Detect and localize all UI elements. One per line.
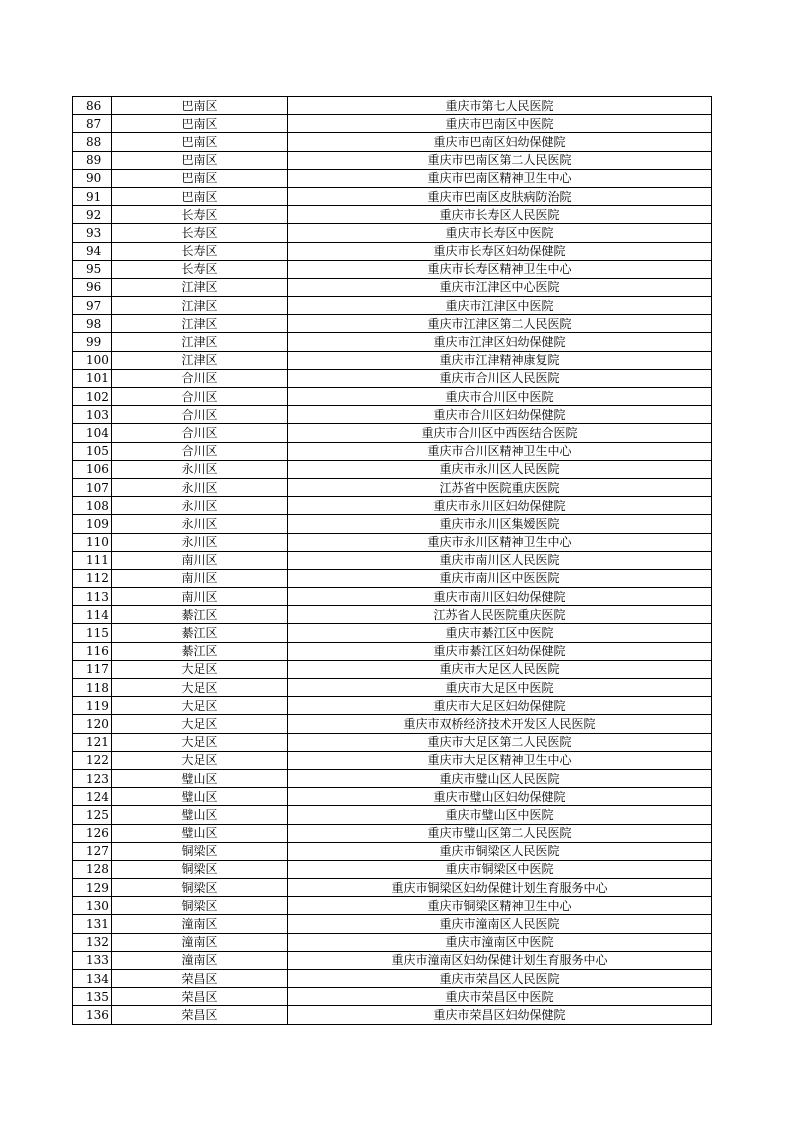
row-number-cell: 92: [73, 206, 112, 224]
table-row: [73, 369, 712, 387]
row-number-cell: 109: [73, 515, 112, 533]
table-row: [73, 133, 712, 151]
row-number-cell: 119: [73, 697, 112, 715]
district-cell: 长寿区: [112, 224, 288, 242]
table-row: [73, 388, 712, 406]
district-cell: 璧山区: [112, 788, 288, 806]
row-number-cell: 117: [73, 660, 112, 678]
district-cell: 潼南区: [112, 951, 288, 969]
hospital-name-cell: 重庆市铜梁区妇幼保健计划生育服务中心: [288, 879, 712, 897]
hospital-name-cell: 重庆市合川区人民医院: [288, 369, 712, 387]
table-row: [73, 460, 712, 478]
table-row: [73, 224, 712, 242]
row-number-cell: 114: [73, 606, 112, 624]
row-number-cell: 102: [73, 388, 112, 406]
row-number-cell: 91: [73, 187, 112, 205]
table-row: [73, 151, 712, 169]
table-row: [73, 187, 712, 205]
district-cell: 巴南区: [112, 151, 288, 169]
district-cell: 綦江区: [112, 606, 288, 624]
table-row: [73, 824, 712, 842]
row-number-cell: 93: [73, 224, 112, 242]
district-cell: 永川区: [112, 478, 288, 496]
hospital-name-cell: 重庆市荣昌区中医院: [288, 988, 712, 1006]
district-cell: 大足区: [112, 733, 288, 751]
hospital-name-cell: 江苏省人民医院重庆医院: [288, 606, 712, 624]
row-number-cell: 98: [73, 315, 112, 333]
hospital-name-cell: 重庆市潼南区人民医院: [288, 915, 712, 933]
hospital-name-cell: 重庆市荣昌区妇幼保健院: [288, 1006, 712, 1024]
table-row: [73, 769, 712, 787]
row-number-cell: 113: [73, 588, 112, 606]
district-cell: 綦江区: [112, 642, 288, 660]
row-number-cell: 136: [73, 1006, 112, 1024]
hospital-name-cell: 重庆市合川区精神卫生中心: [288, 442, 712, 460]
table-row: [73, 97, 712, 115]
table-row: [73, 260, 712, 278]
table-row: [73, 606, 712, 624]
table-row: [73, 933, 712, 951]
hospital-name-cell: 重庆市南川区妇幼保健院: [288, 588, 712, 606]
table-row: [73, 733, 712, 751]
district-cell: 江津区: [112, 315, 288, 333]
hospital-table-body: [73, 97, 712, 1025]
hospital-name-cell: 重庆市长寿区精神卫生中心: [288, 260, 712, 278]
table-row: [73, 788, 712, 806]
hospital-name-cell: 重庆市璧山区妇幼保健院: [288, 788, 712, 806]
hospital-name-cell: 重庆市大足区中医院: [288, 679, 712, 697]
hospital-list-table: [72, 96, 712, 1025]
row-number-cell: 95: [73, 260, 112, 278]
hospital-name-cell: 重庆市巴南区中医院: [288, 115, 712, 133]
district-cell: 大足区: [112, 751, 288, 769]
row-number-cell: 124: [73, 788, 112, 806]
hospital-name-cell: 重庆市江津区妇幼保健院: [288, 333, 712, 351]
district-cell: 荣昌区: [112, 970, 288, 988]
district-cell: 铜梁区: [112, 860, 288, 878]
table-row: [73, 515, 712, 533]
hospital-name-cell: 重庆市巴南区妇幼保健院: [288, 133, 712, 151]
district-cell: 荣昌区: [112, 1006, 288, 1024]
district-cell: 合川区: [112, 388, 288, 406]
table-row: [73, 879, 712, 897]
hospital-name-cell: 重庆市璧山区中医院: [288, 806, 712, 824]
row-number-cell: 128: [73, 860, 112, 878]
district-cell: 巴南区: [112, 169, 288, 187]
row-number-cell: 115: [73, 624, 112, 642]
table-row: [73, 497, 712, 515]
row-number-cell: 129: [73, 879, 112, 897]
hospital-name-cell: 重庆市江津精神康复院: [288, 351, 712, 369]
hospital-name-cell: 重庆市永川区集嫒医院: [288, 515, 712, 533]
table-row: [73, 624, 712, 642]
hospital-name-cell: 重庆市巴南区皮肤病防治院: [288, 187, 712, 205]
row-number-cell: 130: [73, 897, 112, 915]
row-number-cell: 112: [73, 569, 112, 587]
hospital-name-cell: 重庆市綦江区中医院: [288, 624, 712, 642]
row-number-cell: 89: [73, 151, 112, 169]
hospital-name-cell: 重庆市江津区中医院: [288, 297, 712, 315]
table-row: [73, 333, 712, 351]
hospital-name-cell: 江苏省中医院重庆医院: [288, 478, 712, 496]
district-cell: 铜梁区: [112, 879, 288, 897]
row-number-cell: 101: [73, 369, 112, 387]
district-cell: 合川区: [112, 369, 288, 387]
hospital-name-cell: 重庆市璧山区人民医院: [288, 769, 712, 787]
hospital-name-cell: 重庆市永川区妇幼保健院: [288, 497, 712, 515]
hospital-name-cell: 重庆市潼南区中医院: [288, 933, 712, 951]
table-row: [73, 751, 712, 769]
row-number-cell: 87: [73, 115, 112, 133]
table-row: [73, 278, 712, 296]
hospital-name-cell: 重庆市长寿区中医院: [288, 224, 712, 242]
table-row: [73, 206, 712, 224]
row-number-cell: 103: [73, 406, 112, 424]
hospital-name-cell: 重庆市铜梁区中医院: [288, 860, 712, 878]
hospital-name-cell: 重庆市大足区精神卫生中心: [288, 751, 712, 769]
hospital-name-cell: 重庆市璧山区第二人民医院: [288, 824, 712, 842]
district-cell: 潼南区: [112, 933, 288, 951]
district-cell: 永川区: [112, 515, 288, 533]
table-row: [73, 915, 712, 933]
row-number-cell: 86: [73, 97, 112, 115]
district-cell: 荣昌区: [112, 988, 288, 1006]
row-number-cell: 118: [73, 679, 112, 697]
table-row: [73, 988, 712, 1006]
row-number-cell: 120: [73, 715, 112, 733]
hospital-name-cell: 重庆市长寿区妇幼保健院: [288, 242, 712, 260]
district-cell: 合川区: [112, 406, 288, 424]
row-number-cell: 132: [73, 933, 112, 951]
district-cell: 巴南区: [112, 187, 288, 205]
hospital-name-cell: 重庆市巴南区第二人民医院: [288, 151, 712, 169]
row-number-cell: 126: [73, 824, 112, 842]
district-cell: 长寿区: [112, 242, 288, 260]
table-row: [73, 242, 712, 260]
district-cell: 大足区: [112, 715, 288, 733]
district-cell: 巴南区: [112, 97, 288, 115]
row-number-cell: 96: [73, 278, 112, 296]
hospital-name-cell: 重庆市永川区精神卫生中心: [288, 533, 712, 551]
district-cell: 南川区: [112, 551, 288, 569]
district-cell: 永川区: [112, 460, 288, 478]
table-row: [73, 970, 712, 988]
table-row: [73, 424, 712, 442]
table-row: [73, 551, 712, 569]
table-row: [73, 842, 712, 860]
table-row: [73, 115, 712, 133]
district-cell: 璧山区: [112, 824, 288, 842]
row-number-cell: 108: [73, 497, 112, 515]
table-row: [73, 951, 712, 969]
row-number-cell: 125: [73, 806, 112, 824]
table-row: [73, 806, 712, 824]
hospital-name-cell: 重庆市南川区人民医院: [288, 551, 712, 569]
district-cell: 璧山区: [112, 769, 288, 787]
row-number-cell: 123: [73, 769, 112, 787]
district-cell: 江津区: [112, 333, 288, 351]
table-row: [73, 442, 712, 460]
table-row: [73, 660, 712, 678]
row-number-cell: 97: [73, 297, 112, 315]
district-cell: 巴南区: [112, 115, 288, 133]
hospital-name-cell: 重庆市巴南区精神卫生中心: [288, 169, 712, 187]
table-row: [73, 406, 712, 424]
hospital-name-cell: 重庆市合川区中医院: [288, 388, 712, 406]
district-cell: 大足区: [112, 660, 288, 678]
row-number-cell: 94: [73, 242, 112, 260]
district-cell: 南川区: [112, 588, 288, 606]
district-cell: 永川区: [112, 497, 288, 515]
table-row: [73, 697, 712, 715]
district-cell: 南川区: [112, 569, 288, 587]
row-number-cell: 121: [73, 733, 112, 751]
district-cell: 潼南区: [112, 915, 288, 933]
row-number-cell: 106: [73, 460, 112, 478]
hospital-name-cell: 重庆市第七人民医院: [288, 97, 712, 115]
hospital-name-cell: 重庆市南川区中医医院: [288, 569, 712, 587]
district-cell: 铜梁区: [112, 897, 288, 915]
row-number-cell: 122: [73, 751, 112, 769]
table-row: [73, 533, 712, 551]
hospital-name-cell: 重庆市合川区妇幼保健院: [288, 406, 712, 424]
hospital-name-cell: 重庆市潼南区妇幼保健计划生育服务中心: [288, 951, 712, 969]
district-cell: 巴南区: [112, 133, 288, 151]
table-row: [73, 642, 712, 660]
table-row: [73, 169, 712, 187]
hospital-name-cell: 重庆市綦江区妇幼保健院: [288, 642, 712, 660]
district-cell: 江津区: [112, 278, 288, 296]
district-cell: 江津区: [112, 297, 288, 315]
row-number-cell: 131: [73, 915, 112, 933]
row-number-cell: 88: [73, 133, 112, 151]
hospital-name-cell: 重庆市长寿区人民医院: [288, 206, 712, 224]
hospital-name-cell: 重庆市江津区第二人民医院: [288, 315, 712, 333]
table-row: [73, 297, 712, 315]
row-number-cell: 116: [73, 642, 112, 660]
row-number-cell: 90: [73, 169, 112, 187]
district-cell: 长寿区: [112, 206, 288, 224]
row-number-cell: 99: [73, 333, 112, 351]
row-number-cell: 135: [73, 988, 112, 1006]
district-cell: 铜梁区: [112, 842, 288, 860]
district-cell: 大足区: [112, 697, 288, 715]
district-cell: 长寿区: [112, 260, 288, 278]
district-cell: 綦江区: [112, 624, 288, 642]
row-number-cell: 110: [73, 533, 112, 551]
district-cell: 合川区: [112, 442, 288, 460]
table-row: [73, 569, 712, 587]
row-number-cell: 107: [73, 478, 112, 496]
table-row: [73, 679, 712, 697]
hospital-name-cell: 重庆市铜梁区精神卫生中心: [288, 897, 712, 915]
row-number-cell: 134: [73, 970, 112, 988]
row-number-cell: 100: [73, 351, 112, 369]
table-row: [73, 315, 712, 333]
hospital-name-cell: 重庆市大足区妇幼保健院: [288, 697, 712, 715]
row-number-cell: 104: [73, 424, 112, 442]
hospital-name-cell: 重庆市荣昌区人民医院: [288, 970, 712, 988]
hospital-name-cell: 重庆市大足区人民医院: [288, 660, 712, 678]
district-cell: 大足区: [112, 679, 288, 697]
district-cell: 永川区: [112, 533, 288, 551]
hospital-name-cell: 重庆市江津区中心医院: [288, 278, 712, 296]
table-row: [73, 588, 712, 606]
table-row: [73, 860, 712, 878]
row-number-cell: 111: [73, 551, 112, 569]
table-row: [73, 478, 712, 496]
hospital-name-cell: 重庆市合川区中西医结合医院: [288, 424, 712, 442]
table-row: [73, 1006, 712, 1024]
district-cell: 璧山区: [112, 806, 288, 824]
table-row: [73, 715, 712, 733]
table-row: [73, 351, 712, 369]
row-number-cell: 127: [73, 842, 112, 860]
district-cell: 合川区: [112, 424, 288, 442]
hospital-name-cell: 重庆市永川区人民医院: [288, 460, 712, 478]
hospital-name-cell: 重庆市大足区第二人民医院: [288, 733, 712, 751]
row-number-cell: 105: [73, 442, 112, 460]
hospital-name-cell: 重庆市铜梁区人民医院: [288, 842, 712, 860]
hospital-name-cell: 重庆市双桥经济技术开发区人民医院: [288, 715, 712, 733]
row-number-cell: 133: [73, 951, 112, 969]
district-cell: 江津区: [112, 351, 288, 369]
table-row: [73, 897, 712, 915]
